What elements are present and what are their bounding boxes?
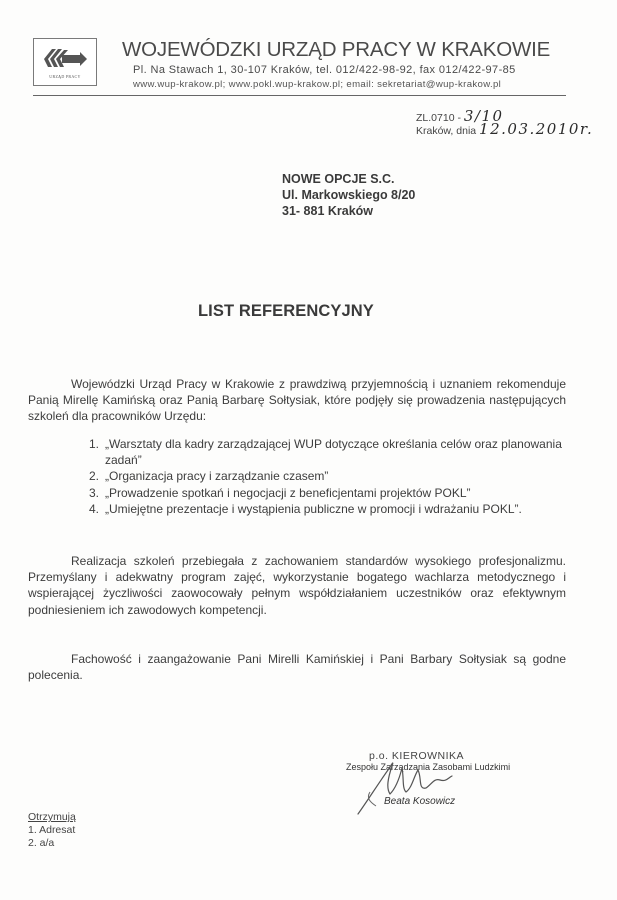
training-item xyxy=(89,485,567,501)
item-text: „Prowadzenie spotkań i negocjacji z beneficjentami projektów POKL” xyxy=(105,485,471,500)
item-number: 1. xyxy=(89,437,100,451)
date-handwritten: 12.03.2010r. xyxy=(479,120,594,138)
distribution-list xyxy=(28,824,75,849)
handwritten-signature-icon xyxy=(356,748,466,818)
evaluation-paragraph xyxy=(28,553,566,618)
header-divider xyxy=(33,95,566,96)
distribution-item: 1. Adresat xyxy=(28,824,76,836)
training-item xyxy=(89,436,567,468)
item-text: „Organizacja pracy i zarządzanie czasem” xyxy=(105,469,329,484)
item-number: 4. xyxy=(89,501,100,516)
signature-role: p.o. KIEROWNIKA xyxy=(369,750,465,762)
recipient-street: Ul. Markowskiego 8/20 xyxy=(282,188,416,202)
organization-name: WOJEWÓDZKI URZĄD PRACY W KRAKOWIE xyxy=(122,38,551,61)
logo xyxy=(33,38,97,86)
training-item xyxy=(89,468,567,484)
intro-text: Wojewódzki Urząd Pracy w Krakowie z prawdziwą przyjemnością i uznaniem rekomenduje Panią Mirellę Kamińską oraz Panią Barbarę Sołtysiak, które podjęły się prowadzenia następujących szkoleń dla pracowników Urzędu: xyxy=(28,377,566,424)
recipient-city: 31- 881 Kraków xyxy=(282,204,374,218)
organization-contact: www.wup-krakow.pl; www.pokl.wup-krakow.pl; email: sekretariat@wup-krakow.pl xyxy=(133,79,502,90)
evaluation-text: Realizacja szkoleń przebiegała z zachowaniem standardów wysokiego profesjonalizmu. Przemyślany i adekwatny program zajęć, wykorzystanie bogatego wachlarza metodycznego i wspierającej życzliwości zaowocowały pełnym współdziałaniem uczestników oraz efektywnym podniesieniem ich zawodowych kompetencji. xyxy=(28,554,566,617)
intro-paragraph xyxy=(28,376,566,425)
recommendation-text: Fachowość i zaangażowanie Pani Mirelli Kamińskiej i Pani Barbary Sołtysiak są godne polecenia. xyxy=(28,652,566,683)
distribution-title: Otrzymują xyxy=(28,811,76,823)
document-title: LIST REFERENCYJNY xyxy=(198,302,374,320)
recipient-address xyxy=(282,171,415,219)
recipient-name: NOWE OPCJE S.C. xyxy=(282,172,395,186)
distribution-item: 2. a/a xyxy=(28,836,55,849)
signature-department: Zespołu Zarządzania Zasobami Ludzkimi xyxy=(346,762,511,772)
reference-handwritten: 3/10 xyxy=(463,107,504,125)
item-text: „Warsztaty dla kadry zarządzającej WUP dotyczące określania celów oraz planowania zadań” xyxy=(105,437,562,468)
date-prefix: Kraków, dnia xyxy=(416,125,477,137)
recommendation-paragraph xyxy=(28,651,566,683)
item-number: 3. xyxy=(89,485,100,500)
item-text: „Umiejętne prezentacje i wystąpienia publiczne w promocji i wdrażaniu POKL”. xyxy=(105,501,522,516)
training-list xyxy=(89,436,567,517)
logo-caption: URZĄD PRACY xyxy=(49,74,81,79)
organization-address: Pl. Na Stawach 1, 30-107 Kraków, tel. 012/422-98-92, fax 012/422-97-85 xyxy=(133,64,516,76)
training-item xyxy=(89,501,567,517)
date-line xyxy=(416,120,593,138)
signatory-name: Beata Kosowicz xyxy=(384,796,456,807)
item-number: 2. xyxy=(89,469,100,484)
arrows-logo-icon xyxy=(42,45,88,71)
reference-prefix: ZL.0710 - xyxy=(416,112,461,124)
